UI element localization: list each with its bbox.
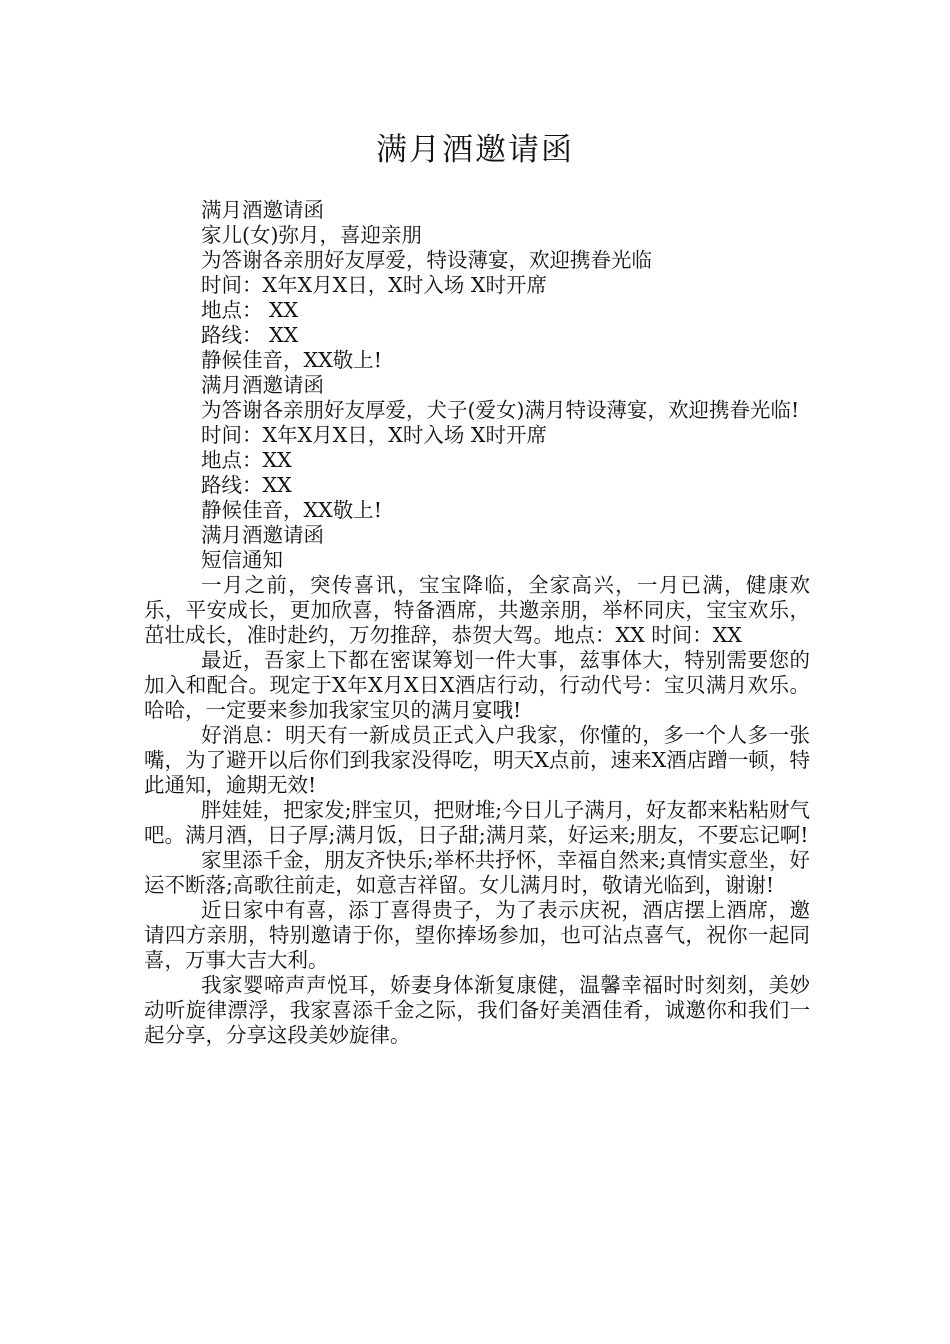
paragraph: 时间：X年X月X日，X时入场 X时开席 bbox=[201, 423, 547, 447]
paragraph: 满月酒邀请函 bbox=[201, 523, 324, 547]
paragraph: 满月酒邀请函 bbox=[201, 373, 324, 397]
paragraph: 好消息：明天有一新成员正式入户我家，你懂的，多一个人多一张嘴，为了避开以后你们到我家没得吃，明天X点前，速来X酒店蹭一顿，特此通知，逾期无效! bbox=[144, 723, 810, 797]
paragraph: 最近，吾家上下都在密谋筹划一件大事，兹事体大，特别需要您的加入和配合。现定于X年X月X日X酒店行动，行动代号：宝贝满月欢乐。哈哈，一定要来参加我家宝贝的满月宴哦! bbox=[144, 648, 810, 722]
paragraph: 一月之前，突传喜讯，宝宝降临，全家高兴，一月已满，健康欢乐，平安成长，更加欣喜，特备酒席，共邀亲朋，举杯同庆，宝宝欢乐，茁壮成长，准时赴约，万勿推辞，恭贺大驾。地点：XX 时间：XX bbox=[144, 573, 810, 647]
paragraph: 为答谢各亲朋好友厚爱，犬子(爱女)满月特设薄宴，欢迎携眷光临! bbox=[201, 398, 800, 422]
paragraph: 为答谢各亲朋好友厚爱，特设薄宴，欢迎携眷光临 bbox=[201, 248, 652, 272]
paragraph: 满月酒邀请函 bbox=[201, 198, 324, 222]
paragraph: 路线：XX bbox=[201, 473, 292, 497]
paragraph: 路线： XX bbox=[201, 323, 299, 347]
paragraph: 我家婴啼声声悦耳，娇妻身体渐复康健，温馨幸福时时刻刻，美妙动听旋律漂浮，我家喜添千金之际，我们备好美酒佳肴，诚邀你和我们一起分享，分享这段美妙旋律。 bbox=[144, 973, 810, 1047]
paragraph: 短信通知 bbox=[201, 548, 283, 572]
paragraph: 家里添千金，朋友齐快乐;举杯共抒怀，幸福自然来;真情实意坐，好运不断落;高歌往前走，如意吉祥留。女儿满月时，敬请光临到，谢谢! bbox=[144, 848, 810, 897]
paragraph: 静候佳音，XX敬上! bbox=[201, 348, 382, 372]
paragraph: 胖娃娃，把家发;胖宝贝，把财堆;今日儿子满月，好友都来粘粘财气吧。满月酒，日子厚;满月饭，日子甜;满月菜，好运来;朋友，不要忘记啊! bbox=[144, 798, 810, 847]
paragraph: 近日家中有喜，添丁喜得贵子，为了表示庆祝，酒店摆上酒席，邀请四方亲朋，特别邀请于你，望你捧场参加，也可沾点喜气，祝你一起同喜，万事大吉大利。 bbox=[144, 898, 810, 972]
paragraph: 静候佳音，XX敬上! bbox=[201, 498, 382, 522]
paragraph: 时间：X年X月X日，X时入场 X时开席 bbox=[201, 273, 547, 297]
paragraph: 地点：XX bbox=[201, 448, 292, 472]
document-title: 满月酒邀请函 bbox=[376, 132, 574, 168]
paragraph: 家儿(女)弥月，喜迎亲朋 bbox=[201, 223, 422, 247]
document-body bbox=[144, 198, 810, 1048]
paragraph: 地点： XX bbox=[201, 298, 299, 322]
